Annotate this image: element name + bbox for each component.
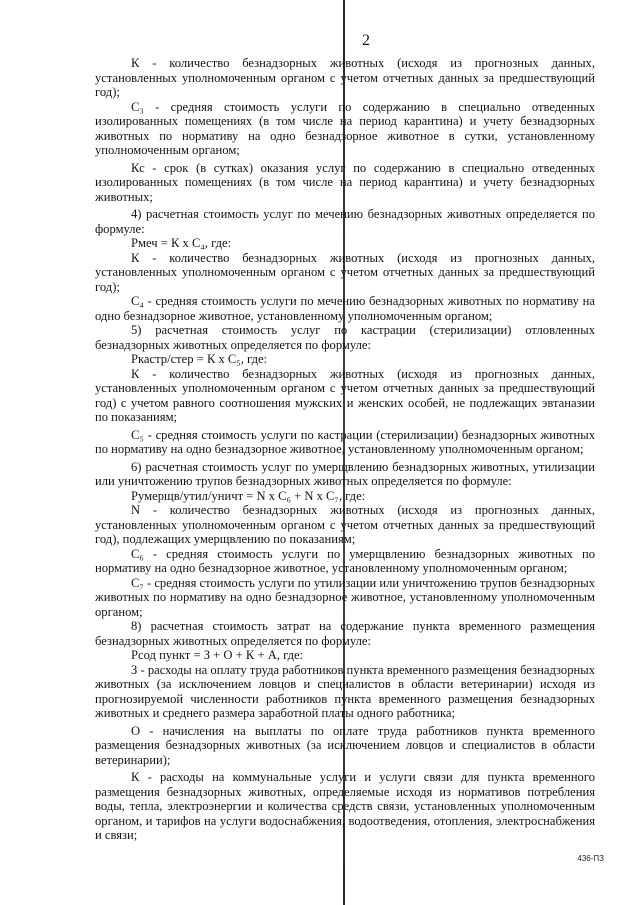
paragraph-k-definition-2: К - количество безнадзорных животных (исходя из прогнозных данных, установленных уполномоченным органом с учетом отчетных данных за предшествующий год); [95,250,595,294]
formula-euthanasia: Румерщв/утил/уничт = N х С₆ + N х С₇, где: [131,488,366,503]
formula-castration: Ркастр/стер = К х С₅, где: [131,352,268,366]
paragraph-n-definition: N - количество безнадзорных животных (исходя из прогнозных данных, установленных уполномоченным органом с учетом отчетных данных за предшествующий год), подлежащих умерщвлению по показаниям; [95,503,595,546]
paragraph-k-definition: К - количество безнадзорных животных (исходя из прогнозных данных, установленных уполномоченным органом с учетом отчетных данных за предшествующий год); [95,56,595,99]
paragraph-item-4: 4) расчетная стоимость услуг по мечению безнадзорных животных определяется по формуле: [95,207,595,236]
paragraph-k-definition-3: К - количество безнадзорных животных (исходя из прогнозных данных, установленных уполномоченным органом с учетом отчетных данных за предшествующий год) с учетом равного соотношения мужских и женских особей, не подлежащих эвтаназии по показаниям; [95,366,595,424]
paragraph-c5-definition: С₅ - средняя стоимость услуги по кастрации (стерилизации) безнадзорных животных по нормативу на одно безнадзорное животное, установленному уполномоченным органом; [95,427,595,456]
page-number: 2 [362,32,370,49]
formula-shelter: Рсод пункт = З + О + К + А, где: [131,648,304,662]
paragraph-c6-definition: С₆ - средняя стоимость услуги по умерщвлению безнадзорных животных по нормативу на одно безнадзорное животное, установленному уполномоченным органом; [95,546,595,575]
paragraph-o-definition: О - начисления на выплаты по оплате труда работников пункта временного размещения безнадзорных животных (за исключением ловцов и специалистов в области ветеринарии); [95,723,595,767]
paragraph-k-utilities-definition: К - расходы на коммунальные услуги и услуги связи для пункта временного размещения безнадзорных животных, определяемые исходя из нормативов потребления воды, тепла, электроэнергии и количества средств связи, установленных уполномоченным органом, и тарифов на услуги водоснабжения, водоотведения, отопления, электроснабжения и связи; [95,770,595,842]
paragraph-c7-definition: С₇ - средняя стоимость услуги по утилизации или уничтожению трупов безнадзорных животных по нормативу на одно безнадзорное животное, установленному уполномоченным органом; [95,575,595,619]
paragraph-c4-definition: С₄ - средняя стоимость услуги по мечению безнадзорных животных по нормативу на одно безнадзорное животное, установленному уполномоченным органом; [95,294,595,323]
formula-marking: Рмеч = К х С₄, где: [131,236,232,250]
paragraph-item-6: 6) расчетная стоимость услуг по умерщвлению безнадзорных животных, утилизации или уничтожению трупов безнадзорных животных определяется по формуле: [95,459,595,488]
paragraph-item-5: 5) расчетная стоимость услуг по кастрации (стерилизации) отловленных безнадзорных животных определяется по формуле: [95,323,595,352]
document-code: 436-ПЗ [577,854,604,863]
paragraph-kc-definition: Кс - срок (в сутках) оказания услуг по содержанию в специально отведенных изолированных помещениях (в том числе на период карантина) и учету безнадзорных животных; [95,160,595,204]
paragraph-z-definition: З - расходы на оплату труда работников пункта временного размещения безнадзорных животных (за исключением ловцов и специалистов в области ветеринарии) исходя из прогнозируемой численности работников пункта временного размещения безнадзорных животных и среднего размера заработной платы одного работника; [95,662,595,720]
document-body [95,56,595,843]
paragraph-c3-definition: С₃ - средняя стоимость услуги по содержанию в специально отведенных изолированных помещениях (в том числе на период карантина) и учету безнадзорных животных по нормативу на одно безнадзорное животное в сутки, установленному уполномоченным органом; [95,99,595,157]
paragraph-item-8: 8) расчетная стоимость затрат на содержание пункта временного размещения безнадзорных животных определяется по формуле: [95,619,595,648]
